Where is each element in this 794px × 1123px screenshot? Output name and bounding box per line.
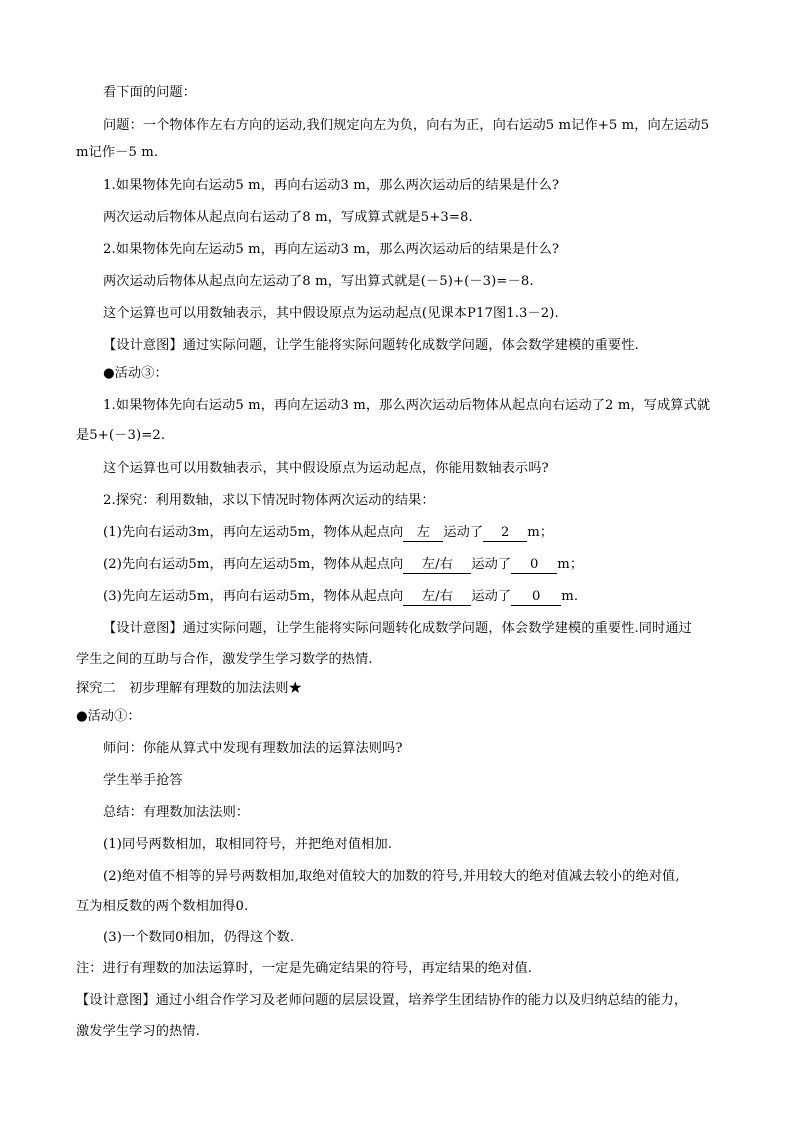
note-text: 注：进行有理数的加法运算时，一定是先确定结果的符号，再定结果的绝对值.	[76, 961, 533, 976]
exercise-unit: m.	[561, 589, 579, 604]
addition-rule-3: (3)一个数同0相加，仍得这个数.	[103, 930, 295, 945]
exercise-unit: m；	[527, 525, 554, 540]
exercise-text: 运动了	[471, 557, 512, 572]
design-intent-2: 【设计意图】通过实际问题，让学生能将实际问题转化成数学问题，体会数学建模的重要性.同时通过	[103, 621, 692, 636]
exercise-row	[103, 556, 583, 574]
summary-heading: 总结：有理数加法法则：	[103, 805, 250, 820]
answer-1: 两次运动后物体从起点向右运动了8 m，写成算式就是5+3=8.	[103, 210, 473, 225]
design-intent-3-cont: 激发学生学习的热情.	[76, 1024, 200, 1039]
exercise-text: (1)先向右运动3m，再向左运动5m，物体从起点向	[103, 525, 404, 540]
answer-2: 两次运动后物体从起点向左运动了8 m，写出算式就是(－5)+(－3)=－8.	[103, 274, 534, 289]
activity-3-item-1-cont: 是5+(－3)=2.	[76, 428, 166, 443]
design-intent-3: 【设计意图】通过小组合作学习及老师问题的层层设置，培养学生团结协作的能力以及归纳总结的能力，	[76, 993, 688, 1008]
addition-rule-1: (1)同号两数相加，取相同符号，并把绝对值相加.	[103, 837, 393, 852]
exercise-unit: m；	[557, 557, 584, 572]
problem-statement: 问题：一个物体作左右方向的运动,我们规定向左为负，向右为正，向右运动5 m记作+5 m，向左运动5	[103, 118, 710, 133]
student-response: 学生举手抢答	[103, 773, 183, 788]
activity-3-heading: ●活动③：	[103, 366, 168, 381]
question-2: 2.如果物体先向左运动5 m，再向左运动3 m，那么两次运动后的结果是什么?	[103, 242, 560, 257]
distance-answer-blank: 0	[511, 557, 557, 574]
number-line-note: 这个运算也可以用数轴表示，其中假设原点为运动起点(见课本P17图1.3－2).	[103, 306, 559, 321]
teacher-question: 师问：你能从算式中发现有理数加法的运算法则吗?	[103, 741, 403, 756]
exercise-text: 运动了	[471, 589, 512, 604]
question-1: 1.如果物体先向右运动5 m，再向右运动3 m，那么两次运动后的结果是什么?	[103, 178, 560, 193]
problem-statement-cont: m记作－5 m.	[76, 145, 159, 160]
design-intent-1: 【设计意图】通过实际问题，让学生能将实际问题转化成数学问题，体会数学建模的重要性.	[103, 338, 639, 353]
distance-answer-blank: 0	[511, 589, 561, 606]
activity-3-item-1: 1.如果物体先向右运动5 m，再向左运动3 m，那么两次运动后物体从起点向右运动了2 m，写成算式就	[103, 398, 711, 413]
exercise-text: (3)先向左运动5m，再向右运动5m，物体从起点向	[103, 589, 404, 604]
intro-text: 看下面的问题：	[103, 85, 197, 100]
addition-rule-2: (2)绝对值不相等的异号两数相加,取绝对值较大的加数的符号,并用较大的绝对值减去较小的绝对值,	[103, 869, 680, 884]
exercise-row	[103, 524, 553, 542]
design-intent-2-cont: 学生之间的互助与合作，激发学生学习数学的热情.	[76, 652, 373, 667]
exercise-text: 运动了	[443, 525, 484, 540]
exercise-row	[103, 588, 578, 606]
explore-instruction: 2.探究：利用数轴，求以下情况时物体两次运动的结果：	[103, 493, 435, 508]
addition-rule-2-cont: 互为相反数的两个数相加得0.	[76, 899, 249, 914]
section-heading-explore-2: 探究二 初步理解有理数的加法法则★	[76, 681, 302, 696]
direction-answer-blank: 左	[403, 525, 443, 542]
number-line-question: 这个运算也可以用数轴表示，其中假设原点为运动起点，你能用数轴表示吗?	[103, 461, 549, 476]
distance-answer-blank: 2	[483, 525, 527, 542]
direction-answer-blank: 左/右	[403, 589, 471, 606]
exercise-text: (2)先向右运动5m，再向左运动5m，物体从起点向	[103, 557, 404, 572]
direction-answer-blank: 左/右	[403, 557, 471, 574]
activity-1-heading: ●活动①：	[76, 709, 141, 724]
